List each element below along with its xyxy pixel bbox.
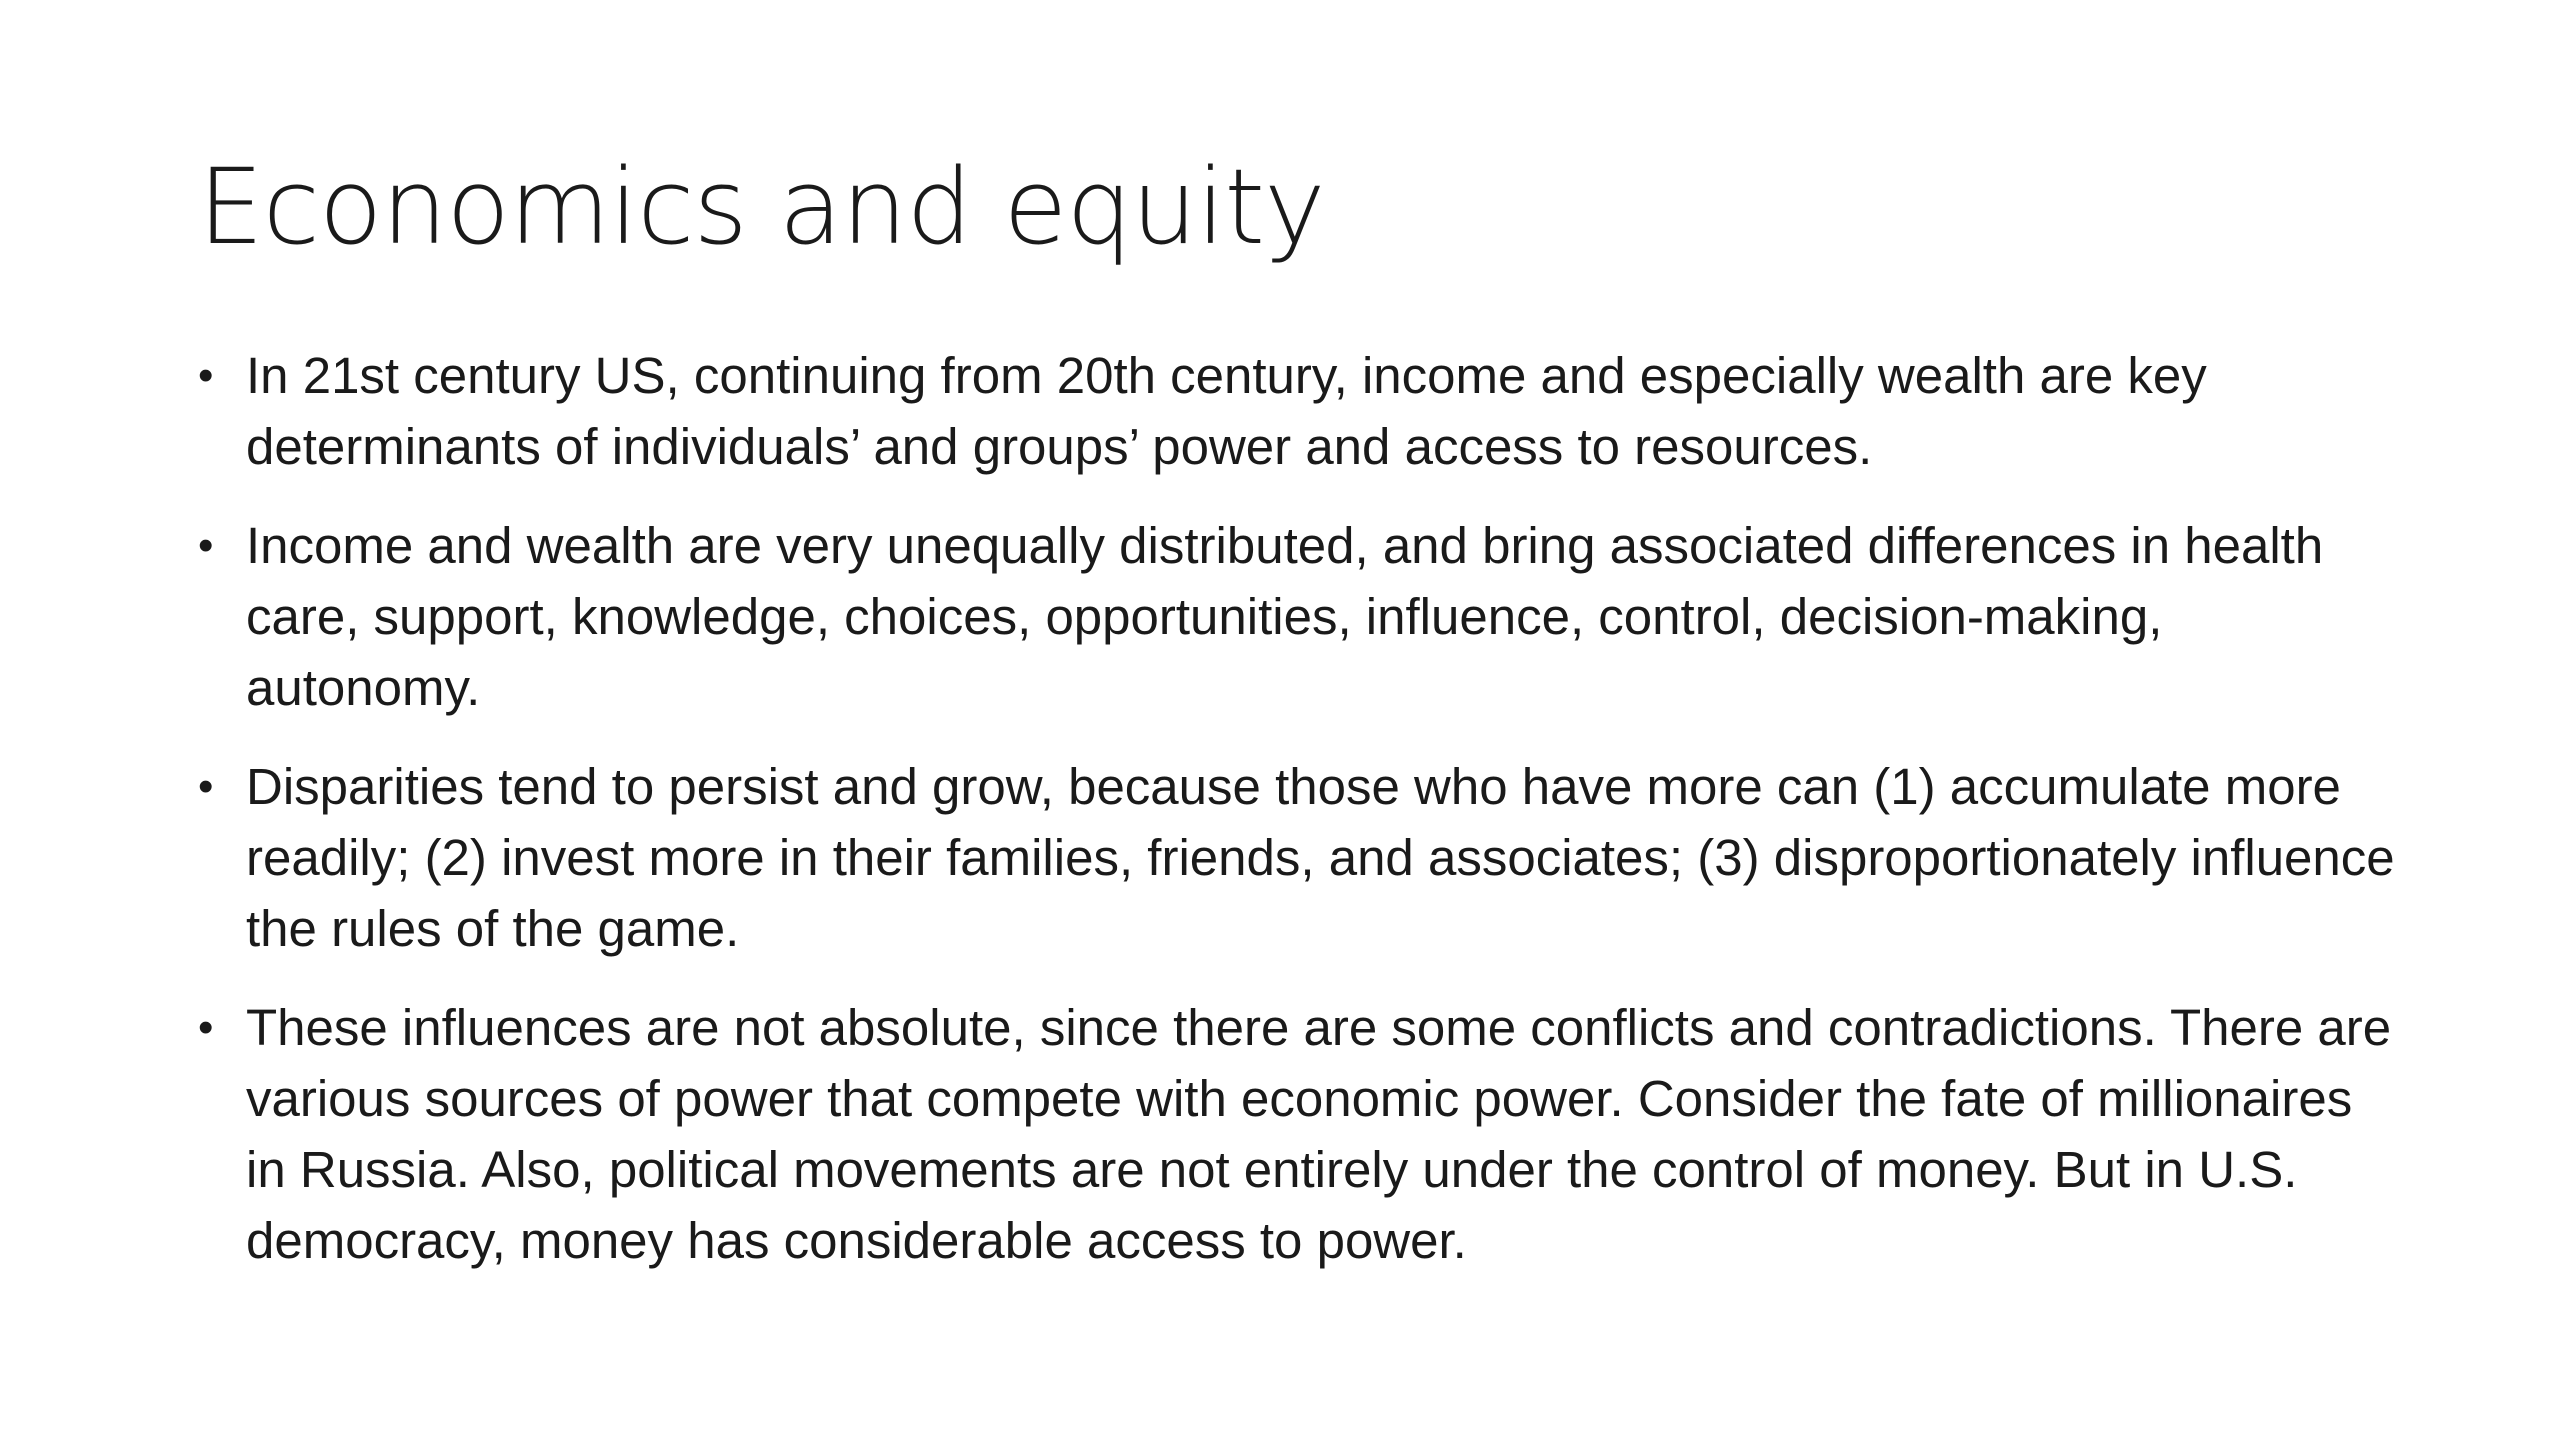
bullet-text: Disparities tend to persist and grow, because those who have more can (1) accumulate more readily; (2) invest more in their families, friends, and associates; (3) disproportionately influence the rules of the game.	[246, 758, 2395, 957]
bullet-dot-icon: •	[198, 1003, 214, 1052]
slide-title: Economics and equity	[198, 146, 1325, 268]
bullet-list	[198, 340, 2398, 1304]
bullet-text: In 21st century US, continuing from 20th century, income and especially wealth are key determinants of individuals’ and groups’ power and access to resources.	[246, 347, 2207, 475]
bullet-item	[198, 751, 2398, 964]
bullet-item	[198, 340, 2398, 482]
bullet-dot-icon: •	[198, 521, 214, 570]
bullet-text: Income and wealth are very unequally distributed, and bring associated differences in health care, support, knowledge, choices, opportunities, influence, control, decision-making, autonomy.	[246, 517, 2324, 716]
bullet-dot-icon: •	[198, 762, 214, 811]
bullet-item	[198, 510, 2398, 723]
bullet-dot-icon: •	[198, 351, 214, 400]
bullet-item	[198, 992, 2398, 1276]
bullet-text: These influences are not absolute, since there are some conflicts and contradictions. There are various sources of power that compete with economic power. Consider the fate of millionaires in Russia. Also, political movements are not entirely under the control of money. But in U.S. democracy, money has considerable access to power.	[246, 999, 2392, 1269]
